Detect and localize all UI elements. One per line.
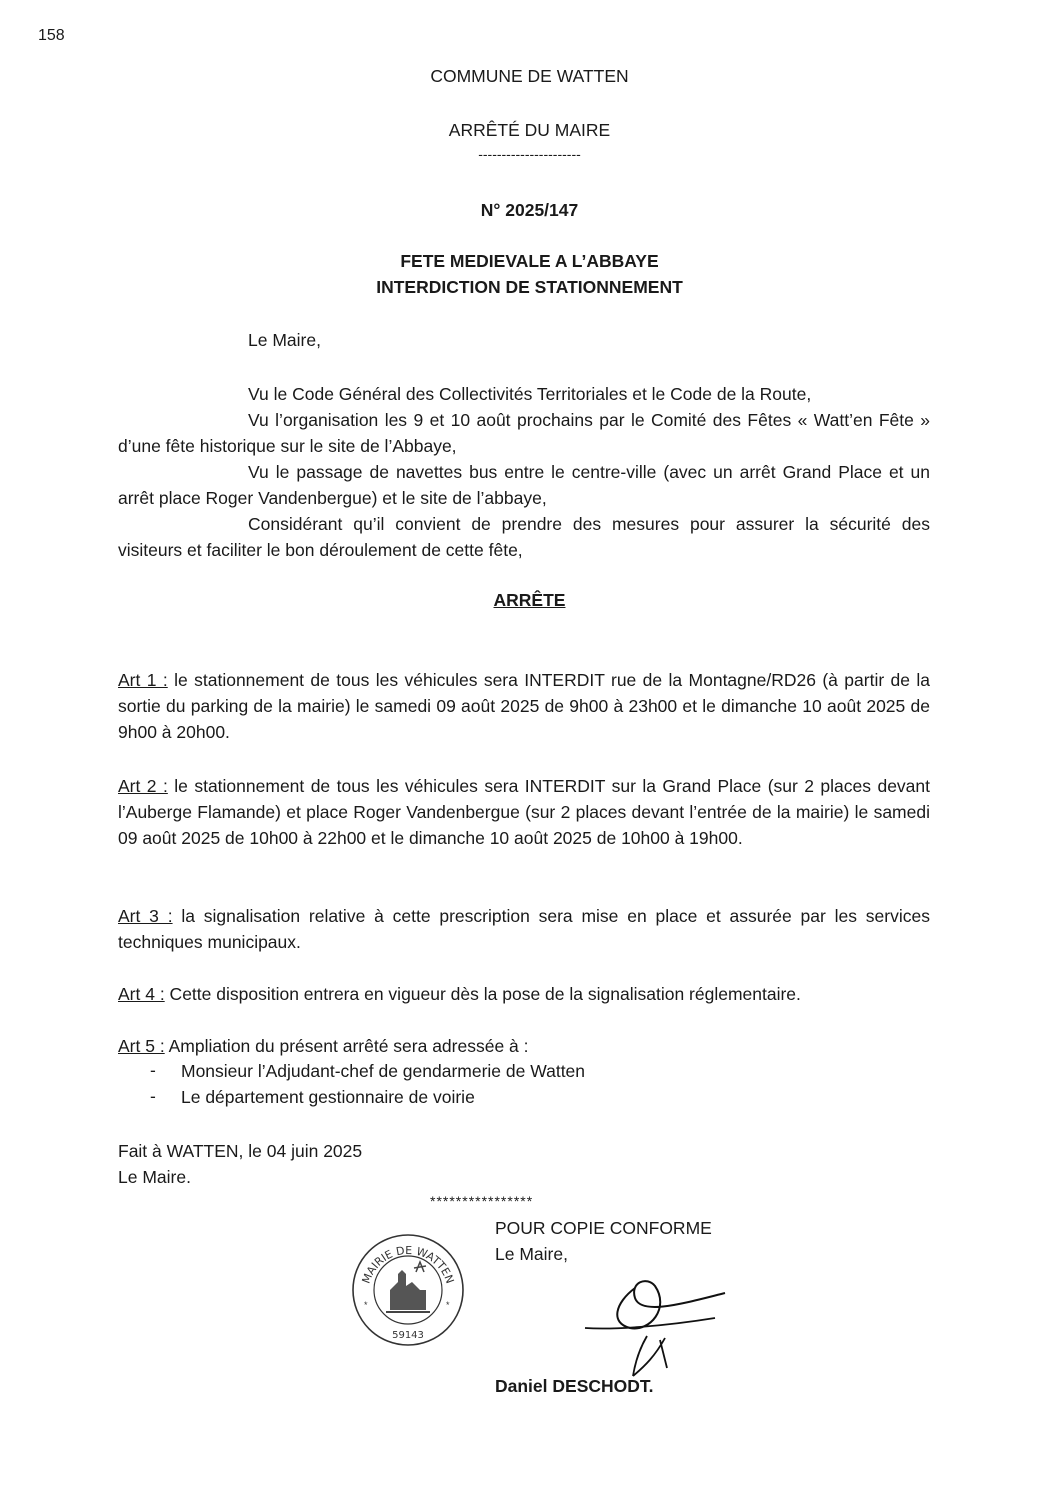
- article-3-text: la signalisation relative à cette prescription sera mise en place et assurée par les services techniques municipaux.: [118, 906, 930, 952]
- preamble-le-maire: Le Maire,: [248, 330, 321, 350]
- considerant: Considérant qu’il convient de prendre des mesures pour assurer la sécurité des visiteurs et faciliter le bon déroulement de cette fête,: [118, 514, 930, 560]
- article-2-text: le stationnement de tous les véhicules sera INTERDIT sur la Grand Place (sur 2 places devant l’Auberge Flamande) et place Roger Vandenbergue (sur 2 places devant l’entrée de la mairie) le samedi 09 août 2025 de 10h00 à 22h00 et le dimanche 10 août 2025 de 10h00 à 19h00.: [118, 776, 930, 848]
- separator-line: ----------------------: [478, 146, 581, 162]
- article-2-label: Art 2 :: [118, 776, 168, 796]
- arrete-number: N° 2025/147: [480, 200, 579, 220]
- article-3-label: Art 3 :: [118, 906, 173, 926]
- article-1-text: le stationnement de tous les véhicules sera INTERDIT rue de la Montagne/RD26 (à partir de la sortie du parking de la mairie) le samedi 09 août 2025 de 9h00 à 23h00 et le dimanche 10 août 2025 de 9h00 à 20h00.: [118, 670, 931, 742]
- footer-le-maire: Le Maire.: [118, 1167, 191, 1187]
- signatory-name: Daniel DESCHODT.: [495, 1376, 654, 1396]
- stars-separator: ****************: [430, 1193, 534, 1209]
- svg-text:*: *: [364, 1300, 368, 1310]
- vu-code: Vu le Code Général des Collectivités Territoriales et le Code de la Route,: [248, 384, 812, 404]
- pour-copie-conforme: POUR COPIE CONFORME: [495, 1218, 712, 1238]
- copie-le-maire: Le Maire,: [495, 1244, 568, 1264]
- article-5: [118, 1033, 930, 1059]
- article-1-label: Art 1 :: [118, 670, 168, 690]
- mairie-seal-stamp: [350, 1232, 466, 1348]
- article-4: [118, 981, 930, 1007]
- ampliation-item: Monsieur l’Adjudant-chef de gendarmerie de Watten: [181, 1061, 586, 1081]
- article-5-text: Ampliation du présent arrêté sera adressée à :: [164, 1036, 529, 1056]
- page-number: 158: [38, 27, 65, 44]
- mayor-signature: [575, 1268, 735, 1388]
- article-1: [118, 667, 930, 745]
- bullet-dash: -: [150, 1086, 156, 1106]
- ampliation-item: Le département gestionnaire de voirie: [181, 1087, 475, 1107]
- commune-heading: COMMUNE DE WATTEN: [430, 66, 629, 86]
- svg-text:*: *: [446, 1300, 450, 1310]
- subject-line-1: FETE MEDIEVALE A L’ABBAYE: [400, 251, 659, 271]
- arrete-du-maire-heading: ARRÊTÉ DU MAIRE: [448, 120, 611, 140]
- article-4-label: Art 4 :: [118, 984, 165, 1004]
- svg-text:MAIRIE DE WATTEN: [360, 1244, 457, 1285]
- article-2: [118, 773, 930, 851]
- seal-text: MAIRIE DE WATTEN: [359, 1243, 457, 1286]
- seal-code: 59143: [392, 1330, 424, 1341]
- fait-a: Fait à WATTEN, le 04 juin 2025: [118, 1141, 363, 1161]
- arrete-title: ARRÊTE: [493, 590, 566, 610]
- article-4-text: Cette disposition entrera en vigueur dès la pose de la signalisation réglementaire.: [164, 984, 801, 1004]
- article-5-label: Art 5 :: [118, 1036, 165, 1056]
- bullet-dash: -: [150, 1060, 156, 1080]
- vu-organisation: Vu l’organisation les 9 et 10 août prochains par le Comité des Fêtes « Watt’en Fête » d’une fête historique sur le site de l’Abbaye,: [118, 410, 930, 456]
- subject-line-2: INTERDICTION DE STATIONNEMENT: [376, 277, 683, 297]
- vu-navettes: Vu le passage de navettes bus entre le centre-ville (avec un arrêt Grand Place et un arrêt place Roger Vandenbergue) et le site de l’abbaye,: [118, 462, 930, 508]
- article-3: [118, 903, 930, 955]
